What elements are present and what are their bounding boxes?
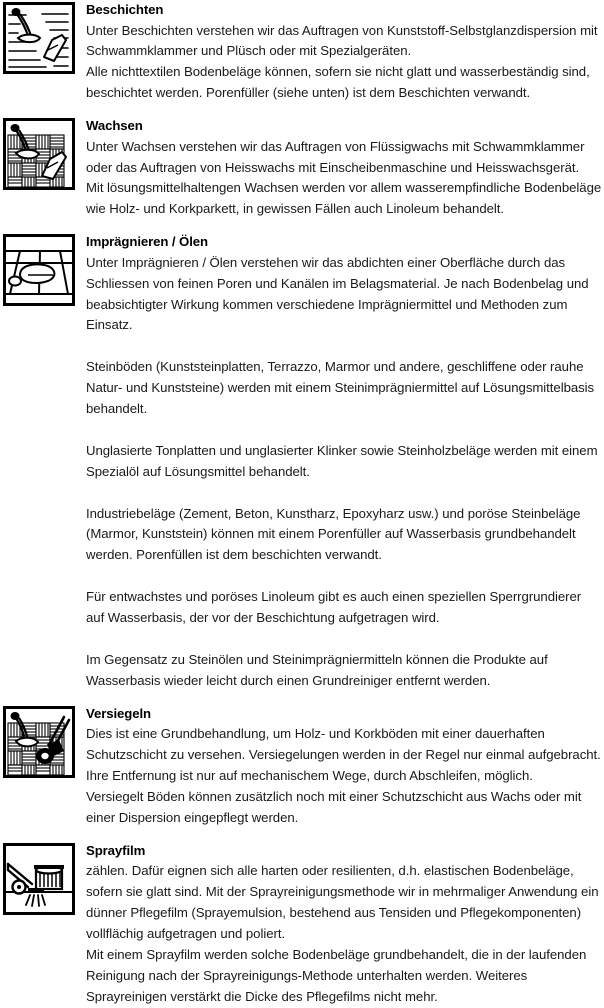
section-paragraph: Unter Beschichten verstehen wir das Auftragen von Kunststoff-Selbstglanzdispersion mit Schwammklammer und Plüsch oder mit Spezialgeräten. (86, 22, 598, 59)
section-beschichten (0, 0, 604, 104)
section-paragraph: zählen. Dafür eignen sich alle harten oder resilienten, d.h. elastischen Bodenbeläge, sofern sie glatt sind. Mit der Sprayreinigungsmethode wir in mehrmaliger Anwendung ein dünner Pflegefilm (Sprayemulsion, bestehend aus Tensiden und Pflegekomponenten) vollflächig aufgetragen und poliert. (86, 863, 599, 941)
section-paragraph: Mit einem Sprayfilm werden solche Bodenbeläge grundbehandelt, die in der laufenden Reinigung nach der Sprayreinigungs-Methode unterhalten werden. Weiteres Sprayreinigen verstärkt die Dicke des Pflegefilms nicht mehr. (86, 946, 587, 1004)
paragraph-gap (0, 336, 604, 357)
section-spacer (0, 220, 604, 232)
section-paragraph: Unter Imprägnieren / Ölen verstehen wir das abdichten einer Oberfläche durch das Schliessen von feinen Poren und Kanälen im Belagsmaterial. Je nach Bodenbelag und beabsichtigter Wirkung kommen verschiedene Imprägniermittel und Methoden zum Einsatz. (86, 254, 589, 333)
section-title: Beschichten (86, 2, 164, 17)
section-title: Wachsen (86, 118, 143, 134)
section-wachsen (0, 116, 604, 220)
section-spacer (0, 829, 604, 841)
text-column (86, 116, 604, 220)
icon-column (0, 116, 86, 190)
section-spacer (0, 104, 604, 116)
floor-impregnating-icon (3, 234, 75, 306)
section-paragraph: Im Gegensatz zu Steinölen und Steinimprägniermitteln können die Produkte auf Wasserbasis wieder leicht durch einen Grundreiniger entfernt werden. (86, 651, 548, 688)
section-paragraph: Unter Wachsen verstehen wir das Auftragen von Flüssigwachs mit Schwammklammer oder das Auftragen von Heisswachs mit Einscheibenmaschine und Heisswachsgerät. (86, 138, 585, 175)
paragraph-gap (0, 629, 604, 650)
section-versiegeln (0, 704, 604, 829)
icon-column (0, 0, 86, 74)
icon-column (0, 704, 86, 778)
text-column (86, 0, 604, 104)
section-paragraph: Industriebeläge (Zement, Beton, Kunstharz, Epoxyharz usw.) und poröse Steinbeläge (Marmor, Kunststein) können mit einem Porenfüller auf Wasserbasis grundbehandelt werden. Porenfüllen ist dem beschichten verwandt. (86, 505, 581, 563)
section-paragraph: Für entwachstes und poröses Linoleum gibt es auch einen speziellen Sperrgrundierer auf Wasserbasis, der vor der Beschichtung aufgetragen wird. (86, 589, 582, 626)
text-column (86, 841, 604, 1008)
section-paragraph: Alle nichttextilen Bodenbeläge können, sofern sie nicht glatt und wasserbeständig sind, beschichtet werden. Porenfüller (siehe unten) ist dem Beschichten verwandt. (86, 64, 590, 101)
section-paragraph: Versiegelt Böden können zusätzlich noch mit einer Schutzschicht aus Wachs oder mit einer Dispersion eingepflegt werden. (86, 788, 582, 825)
section-paragraph: Unglasierte Tonplatten und unglasierter Klinker sowie Steinholzbeläge werden mit einem Spezialöl auf Lösungsmittel behandelt. (86, 442, 598, 479)
section-paragraph: Mit lösungsmittelhaltengen Wachsen werden vor allem wasserempfindliche Bodenbeläge wie Holz- und Korkparkett, in gewissen Fällen auch Linoleum behandelt. (86, 180, 602, 217)
section-spacer (0, 692, 604, 704)
paragraph-gap (0, 566, 604, 587)
section-sprayfilm (0, 841, 604, 1008)
paragraph-gap (0, 483, 604, 504)
floor-waxing-icon (3, 118, 75, 190)
icon-column (0, 841, 86, 915)
text-column (86, 232, 604, 336)
section-paragraph: Dies ist eine Grundbehandlung, um Holz- und Korkböden mit einer dauerhaften Schutzschicht zu versehen. Versiegelungen werden in der Regel nur einmal aufgebracht. Ihre Entfernung ist nur auf mechanischem Wege, durch Abschleifen, möglich. (86, 726, 601, 784)
spray-cleaning-machine-icon (3, 843, 75, 915)
paragraph-gap (0, 420, 604, 441)
section-impraegnieren-oelen (0, 232, 604, 336)
section-title: Versiegeln (86, 705, 151, 721)
section-title: Imprägnieren / Ölen (86, 234, 208, 250)
floor-coating-icon (3, 2, 75, 74)
section-title: Sprayfilm (86, 842, 146, 858)
icon-column (0, 232, 86, 306)
section-paragraph: Steinböden (Kunststeinplatten, Terrazzo, Marmor und andere, geschliffene oder rauhe Natur- und Kunststeine) werden mit einem Steinimprägniermittel auf Lösungsmittelbasis behandelt. (86, 359, 595, 417)
text-column (86, 704, 604, 829)
floor-sealing-icon (3, 706, 75, 778)
